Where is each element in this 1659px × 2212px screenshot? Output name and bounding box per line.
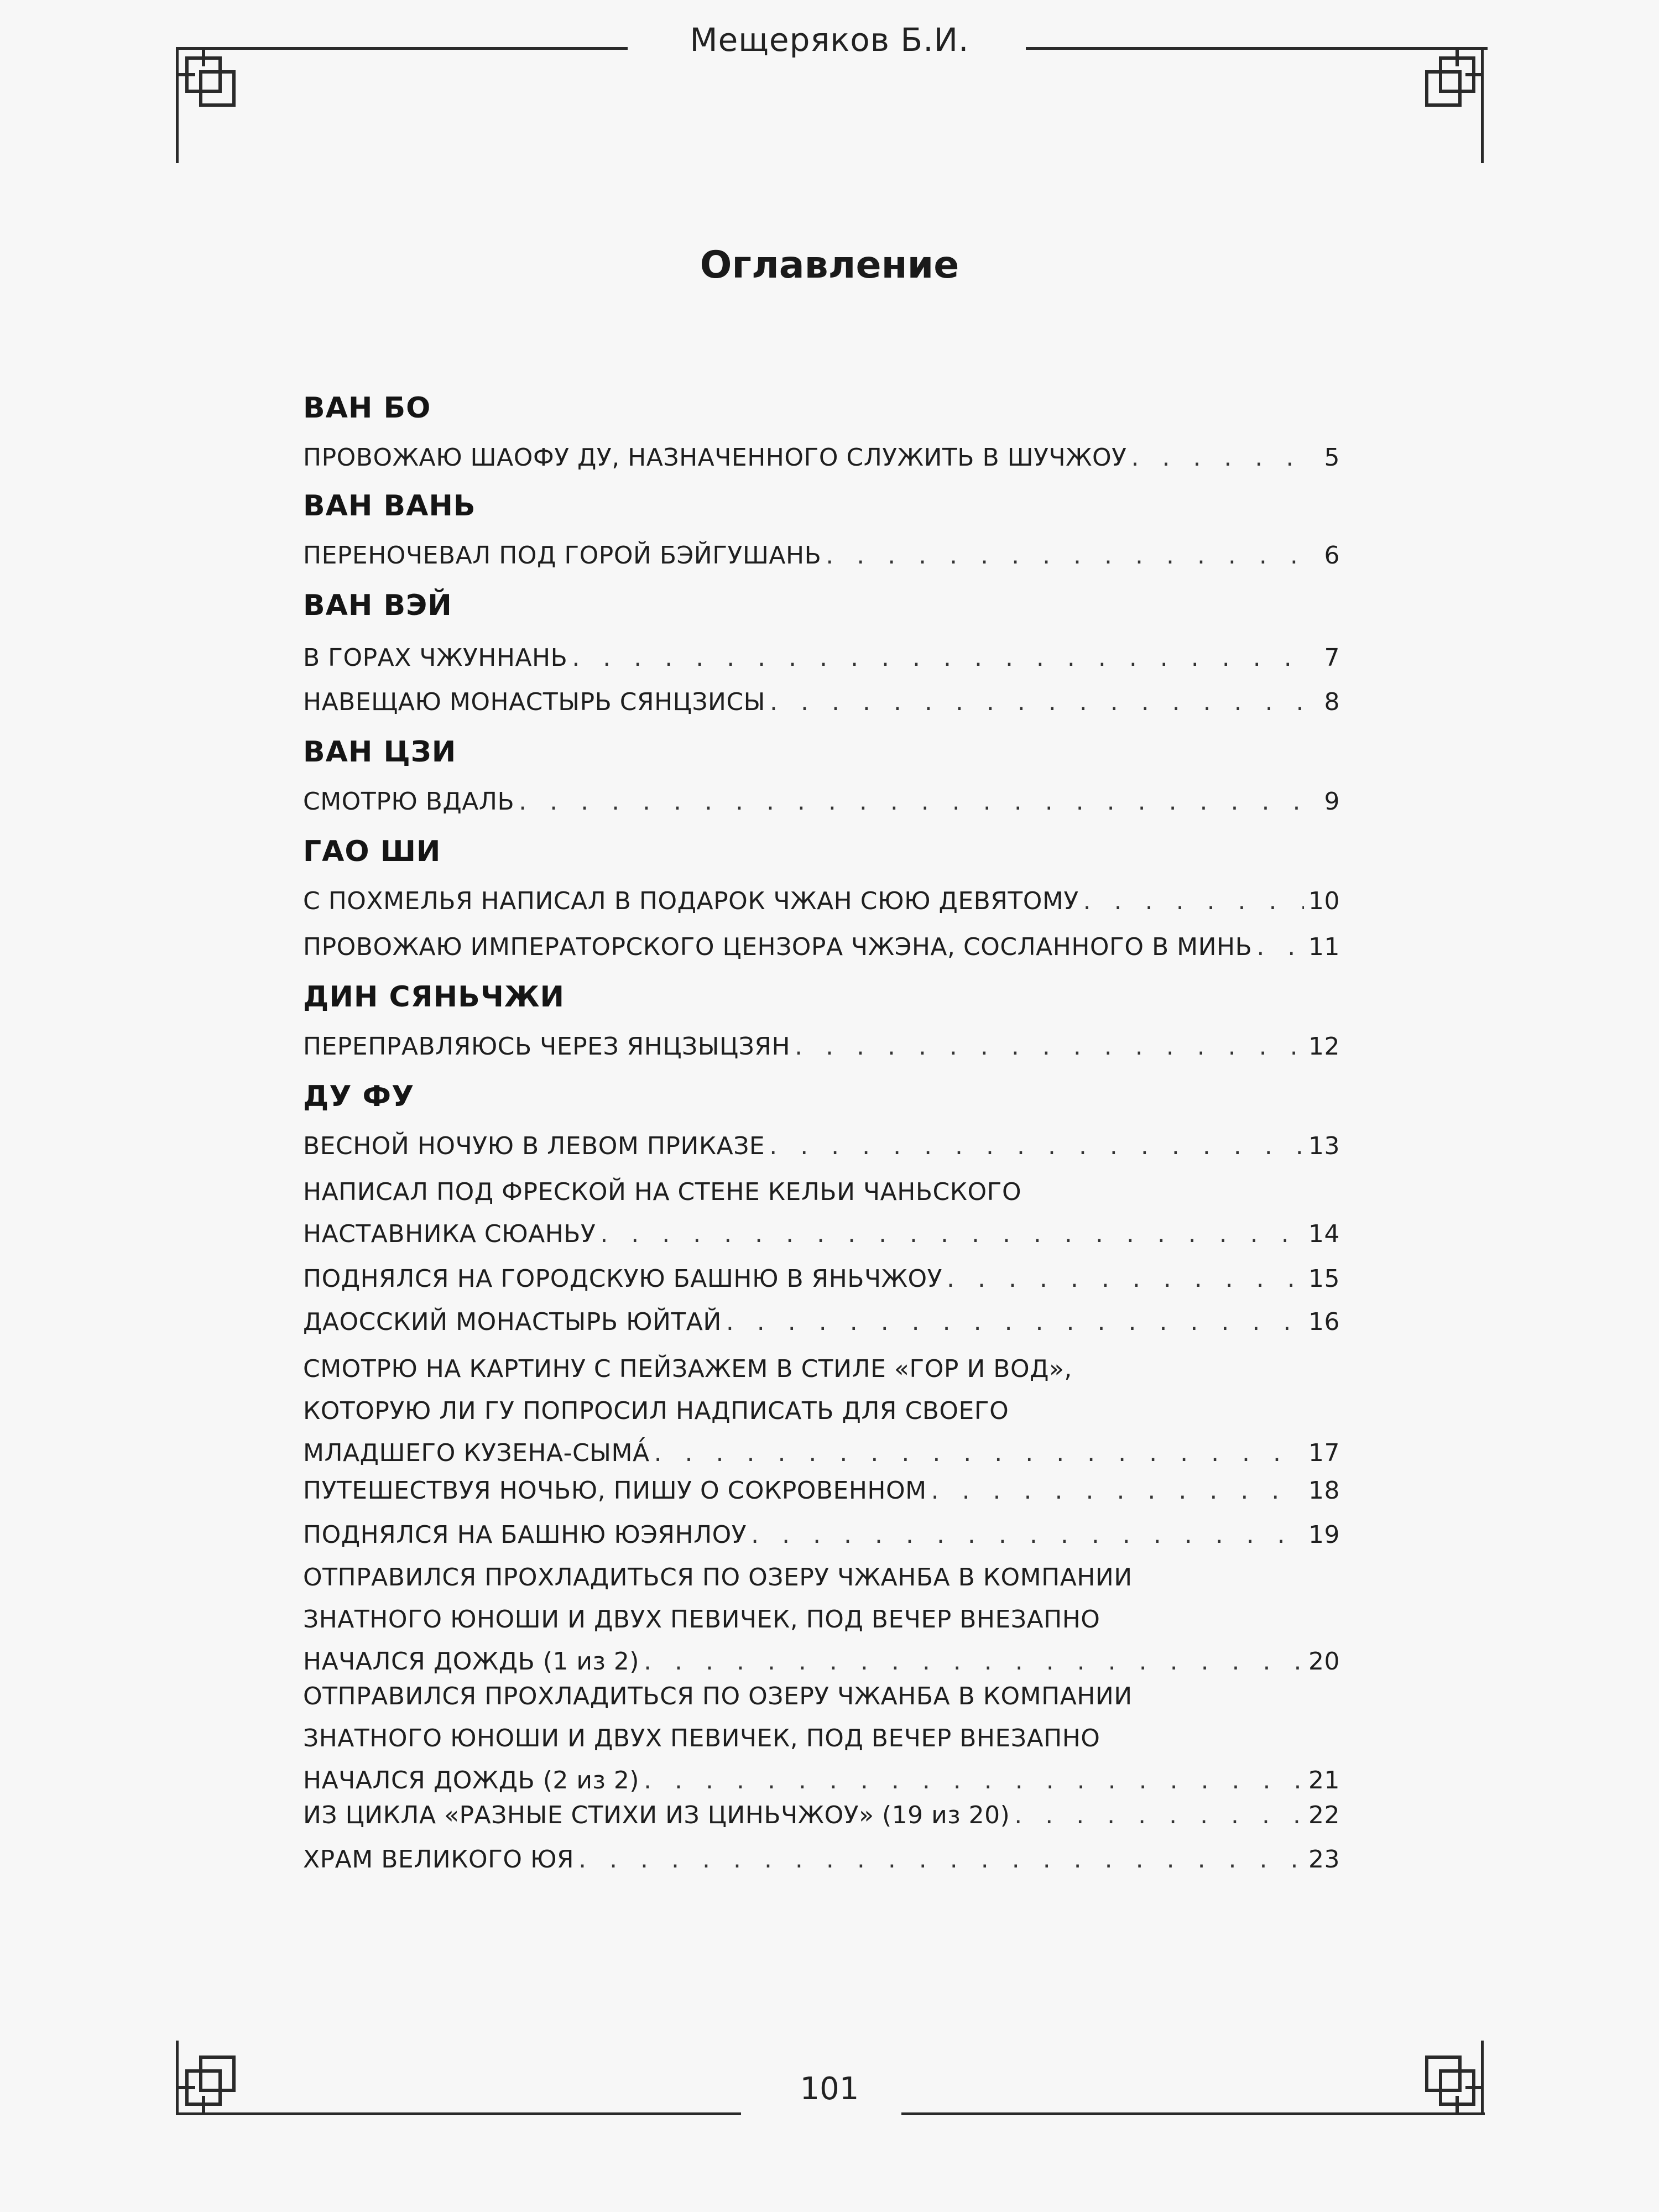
entry-title: ПРОВОЖАЮ ШАОФУ ДУ, НАЗНАЧЕННОГО СЛУЖИТЬ В ШУЧЖОУ [303,444,1127,472]
dot-leader [769,1125,1304,1167]
footer-rule-right [901,2112,1485,2115]
dot-leader [1083,880,1304,922]
toc-entry[interactable] [303,1514,1340,1556]
dot-leader [600,1213,1304,1255]
entry-page-number: 13 [1308,1132,1340,1160]
toc-entry[interactable] [303,1348,1340,1474]
dot-leader [572,637,1308,679]
entry-title: СМОТРЮ ВДАЛЬ [303,787,515,816]
toc-entry[interactable] [303,1676,1340,1802]
entry-page-number: 11 [1308,933,1340,961]
entry-title: ИЗ ЦИКЛА «РАЗНЫЕ СТИХИ ИЗ ЦИНЬЧЖОУ» (19 из 20) [303,1801,1010,1829]
entry-page-number: 17 [1308,1439,1340,1467]
entry-page-number: 10 [1308,887,1340,915]
toc-entry[interactable] [303,681,1340,723]
toc-entry[interactable] [303,1301,1340,1343]
toc-title: Оглавление [700,243,959,287]
entry-title: В ГОРАХ ЧЖУННАНЬ [303,644,568,672]
entry-title: МЛАДШЕГО КУЗЕНА-СЫМА́ [303,1439,650,1467]
entry-title-line: ЗНАТНОГО ЮНОШИ И ДВУХ ПЕВИЧЕК, ПОД ВЕЧЕР ВНЕЗАПНО [303,1605,1100,1634]
author-heading: ВАН БО [303,392,431,425]
footer-rule-left [177,2112,741,2115]
entry-page-number: 8 [1324,688,1340,716]
dot-leader [1131,437,1308,479]
entry-title: ПЕРЕПРАВЛЯЮСЬ ЧЕРЕЗ ЯНЦЗЫЦЗЯН [303,1032,791,1061]
entry-title: С ПОХМЕЛЬЯ НАПИСАЛ В ПОДАРОК ЧЖАН СЮЮ ДЕВЯТОМУ [303,887,1079,915]
dot-leader [826,535,1308,577]
entry-page-number: 15 [1308,1265,1340,1293]
entry-title: ХРАМ ВЕЛИКОГО ЮЯ [303,1845,575,1874]
corner-knot-icon [176,47,253,124]
author-heading: ВАН ЦЗИ [303,735,457,769]
author-heading: ДИН СЯНЬЧЖИ [303,980,565,1014]
entry-title-line: НАПИСАЛ ПОД ФРЕСКОЙ НА СТЕНЕ КЕЛЬИ ЧАНЬСКОГО [303,1178,1022,1206]
toc-entry[interactable] [303,1171,1340,1255]
entry-title-line: ЗНАТНОГО ЮНОШИ И ДВУХ ПЕВИЧЕК, ПОД ВЕЧЕР ВНЕЗАПНО [303,1724,1100,1752]
entry-title: ПУТЕШЕСТВУЯ НОЧЬЮ, ПИШУ О СОКРОВЕННОМ [303,1477,927,1505]
toc-entry[interactable] [303,1026,1340,1068]
toc-entry[interactable] [303,1125,1340,1167]
author-heading: ВАН ВАНЬ [303,489,476,523]
entry-title: ПЕРЕНОЧЕВАЛ ПОД ГОРОЙ БЭЙГУШАНЬ [303,541,822,570]
entry-title-line: КОТОРУЮ ЛИ ГУ ПОПРОСИЛ НАДПИСАТЬ ДЛЯ СВОЕГО [303,1397,1009,1425]
entry-title: НАВЕЩАЮ МОНАСТЫРЬ СЯНЦЗИСЫ [303,688,766,716]
entry-title-line: ОТПРАВИЛСЯ ПРОХЛАДИТЬСЯ ПО ОЗЕРУ ЧЖАНБА В КОМПАНИИ [303,1682,1133,1710]
toc-entry[interactable] [303,437,1340,479]
entry-title: ПОДНЯЛСЯ НА БАШНЮ ЮЭЯНЛОУ [303,1521,747,1549]
entry-page-number: 16 [1308,1308,1340,1336]
corner-knot-icon [1407,47,1485,124]
toc-entry[interactable] [303,1839,1340,1881]
dot-leader [1014,1794,1304,1837]
dot-leader [519,781,1308,823]
entry-page-number: 7 [1324,644,1340,672]
entry-page-number: 12 [1308,1032,1340,1061]
author-heading: ГАО ШИ [303,835,441,868]
toc-entry[interactable] [303,781,1340,823]
toc-entry[interactable] [303,1557,1340,1683]
toc-entry[interactable] [303,880,1340,922]
author-heading: ДУ ФУ [303,1080,415,1113]
entry-title: НАЧАЛСЯ ДОЖДЬ (1 из 2) [303,1647,640,1676]
dot-leader [751,1514,1304,1556]
entry-title: ПРОВОЖАЮ ИМПЕРАТОРСКОГО ЦЕНЗОРА ЧЖЭНА, СОСЛАННОГО В МИНЬ [303,933,1253,961]
dot-leader [1256,926,1304,968]
entry-page-number: 23 [1308,1845,1340,1874]
dot-leader [770,681,1308,723]
toc-entry[interactable] [303,1470,1340,1512]
dot-leader [654,1432,1304,1474]
toc-entry[interactable] [303,926,1340,968]
entry-page-number: 20 [1308,1647,1340,1676]
dot-leader [578,1839,1304,1881]
entry-title-line: ОТПРАВИЛСЯ ПРОХЛАДИТЬСЯ ПО ОЗЕРУ ЧЖАНБА В КОМПАНИИ [303,1563,1133,1592]
entry-page-number: 9 [1324,787,1340,816]
entry-page-number: 5 [1324,444,1340,472]
entry-page-number: 6 [1324,541,1340,570]
dot-leader [947,1258,1304,1300]
entry-page-number: 22 [1308,1801,1340,1829]
dot-leader [795,1026,1304,1068]
entry-title-line: СМОТРЮ НА КАРТИНУ С ПЕЙЗАЖЕМ В СТИЛЕ «ГОР И ВОД», [303,1355,1072,1383]
entry-title: ДАОССКИЙ МОНАСТЫРЬ ЮЙТАЙ [303,1308,722,1336]
entry-title: ВЕСНОЙ НОЧУЮ В ЛЕВОМ ПРИКАЗЕ [303,1132,765,1160]
dot-leader [726,1301,1304,1343]
entry-page-number: 18 [1308,1477,1340,1505]
entry-page-number: 21 [1308,1766,1340,1794]
dot-leader [931,1470,1304,1512]
toc-entry[interactable] [303,1258,1340,1300]
author-heading: ВАН ВЭЙ [303,589,452,622]
entry-page-number: 19 [1308,1521,1340,1549]
toc-entry[interactable] [303,1794,1340,1837]
running-head: Мещеряков Б.И. [690,21,969,59]
toc-entry[interactable] [303,637,1340,679]
entry-page-number: 14 [1308,1220,1340,1248]
page-number: 101 [800,2071,859,2107]
toc-entry[interactable] [303,535,1340,577]
entry-title: НАЧАЛСЯ ДОЖДЬ (2 из 2) [303,1766,640,1794]
entry-title: НАСТАВНИКА СЮАНЬУ [303,1220,596,1248]
entry-title: ПОДНЯЛСЯ НА ГОРОДСКУЮ БАШНЮ В ЯНЬЧЖОУ [303,1265,942,1293]
